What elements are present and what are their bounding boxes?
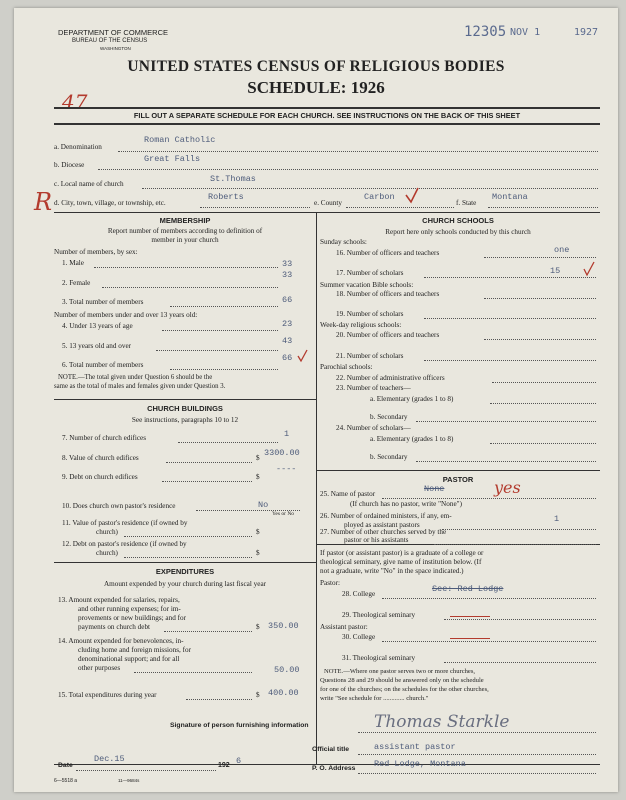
summer-schools-label: Summer vacation Bible schools: — [320, 281, 414, 289]
schools-heading: CHURCH SCHOOLS — [422, 216, 494, 225]
q14-label-b: cluding home and foreign missions, for — [78, 646, 191, 654]
date-value: Dec.15 — [94, 754, 125, 764]
q8-value-amount: 3300.00 — [264, 448, 300, 458]
state-label: f. State — [456, 199, 477, 207]
buildings-heading: CHURCH BUILDINGS — [147, 404, 223, 413]
department-name: DEPARTMENT OF COMMERCE — [58, 28, 169, 37]
membership-heading: MEMBERSHIP — [159, 216, 211, 225]
q10-residence-value: No — [258, 500, 269, 510]
q27-label-b: pastor or his assistants — [344, 536, 409, 544]
sunday-schools-label: Sunday schools: — [320, 238, 367, 246]
q14-label-d: other purposes — [78, 664, 121, 672]
q3-total-label: 3. Total number of members — [62, 298, 144, 306]
form-subtitle: SCHEDULE: 1926 — [247, 78, 385, 97]
pastor-note-2: Questions 28 and 29 should be answered only on the schedule — [320, 677, 484, 684]
q13-label-b: and other running expenses; for im- — [78, 605, 181, 613]
q11-residence-value-label-a: 11. Value of pastor's residence (if owned by — [62, 519, 188, 527]
official-title-label: Official title — [312, 746, 350, 753]
q24-label: 24. Number of scholars— — [336, 424, 411, 432]
q13-label-a: 13. Amount expended for salaries, repairs, — [58, 596, 180, 604]
q16-label: 16. Number of officers and teachers — [336, 249, 440, 257]
membership-note-2: same as the total of males and females given under Question 3. — [54, 383, 226, 390]
q4-under-13-label: 4. Under 13 years of age — [62, 322, 133, 330]
q10-residence-label: 10. Does church own pastor's residence — [62, 502, 176, 510]
check-mark-icon — [582, 260, 596, 278]
denomination-label: a. Denomination — [54, 143, 102, 151]
q12-residence-debt-label-b: church) — [96, 549, 118, 557]
expenditures-intro: Amount expended by your church during last fiscal year — [103, 580, 267, 588]
buildings-subheading: See instructions, paragraphs 10 to 12 — [131, 416, 239, 424]
q7-edifices-label: 7. Number of church edifices — [62, 434, 147, 442]
q11-residence-value-label-b: church) — [96, 528, 118, 536]
q3-total-value: 66 — [282, 295, 293, 305]
q22-label: 22. Number of administrative officers — [336, 374, 445, 382]
q4-under-13-value: 23 — [282, 319, 293, 329]
q28-label: 28. College — [342, 590, 376, 598]
q17-value: 15 — [550, 266, 561, 276]
q13-amount: 350.00 — [268, 621, 299, 631]
pastor-note-3: for one of the churches; on the schedules for the other churches, — [320, 686, 489, 693]
graduate-note-1: If pastor (or assistant pastor) is a graduate of a college or — [320, 549, 484, 557]
address-label: P. O. Address — [312, 765, 356, 772]
state-value: Montana — [492, 192, 528, 202]
q20-label: 20. Number of officers and teachers — [336, 331, 440, 339]
form-number: 6—5518 a — [54, 778, 78, 784]
q25-value: None — [424, 484, 445, 494]
diocese-value: Great Falls — [144, 154, 201, 164]
signature: Thomas Starkle — [374, 712, 510, 732]
pastor-heading: PASTOR — [442, 475, 474, 484]
q26-value: 1 — [554, 514, 560, 524]
q31-label: 31. Theological seminary — [342, 654, 416, 662]
q29-label: 29. Theological seminary — [342, 611, 416, 619]
check-mark-icon — [296, 348, 310, 364]
q24a-label: a. Elementary (grades 1 to 8) — [370, 435, 454, 443]
county-label: e. County — [314, 199, 342, 207]
city-value: Roberts — [208, 192, 244, 202]
print-number: 11—9684s — [118, 778, 140, 783]
q13-dollar: $ — [256, 623, 260, 631]
q1-male-label: 1. Male — [62, 259, 84, 267]
q19-label: 19. Number of scholars — [336, 310, 404, 318]
q14-label-c: denominational support; and for all — [78, 655, 180, 663]
receipt-stamp-date: NOV 1 — [510, 27, 541, 38]
graduate-note-2: theological seminary, give name of institution below. (If — [320, 558, 482, 566]
q21-label: 21. Number of scholars — [336, 352, 404, 360]
q16-value: one — [554, 245, 570, 255]
graduate-note-3: not a graduate, write "No" in the space indicated.) — [320, 567, 464, 575]
bureau-name: BUREAU OF THE CENSUS — [72, 38, 148, 44]
expenditures-heading: EXPENDITURES — [155, 567, 215, 576]
margin-number-47: 47 — [62, 90, 88, 114]
q12-residence-debt-label-a: 12. Debt on pastor's residence (if owned by — [62, 540, 187, 548]
pastor-note-4: write "See schedule for ............. church." — [320, 695, 429, 702]
receipt-stamp-number: 12305 — [464, 24, 507, 40]
date-label: Date — [58, 762, 73, 769]
q2-female-value: 33 — [282, 270, 293, 280]
membership-intro-2: member in your church — [151, 236, 219, 244]
q12-dollar: $ — [256, 549, 260, 557]
q18-label: 18. Number of officers and teachers — [336, 290, 440, 298]
form-title: UNITED STATES CENSUS OF RELIGIOUS BODIES — [127, 58, 505, 75]
local-name-value: St.Thomas — [210, 174, 256, 184]
q24b-label: b. Secondary — [370, 453, 408, 461]
parochial-schools-label: Parochial schools: — [320, 363, 373, 371]
members-by-sex-label: Number of members, by sex: — [54, 248, 138, 256]
q28-value: See: Red Lodge — [432, 584, 504, 594]
membership-note-1: NOTE.—The total given under Question 6 should be the — [58, 374, 213, 381]
q15-total-amount: 400.00 — [268, 688, 299, 698]
q25-label: 25. Name of pastor — [320, 490, 376, 498]
pastor-note-1: NOTE.—Where one pastor serves two or more churches, — [324, 668, 476, 675]
q2-female-label: 2. Female — [62, 279, 91, 287]
q5-13-and-over-label: 5. 13 years old and over — [62, 342, 132, 350]
q17-label: 17. Number of scholars — [336, 269, 404, 277]
year-prefix: 192 — [218, 762, 230, 769]
signature-label: Signature of person furnishing information — [170, 722, 309, 729]
membership-intro-1: Report number of members according to definition of — [107, 227, 263, 235]
schools-intro: Report here only schools conducted by this church — [385, 228, 531, 236]
q9-dollar: $ — [256, 473, 260, 481]
q8-value-label: 8. Value of church edifices — [62, 454, 139, 462]
receipt-stamp-year: 1927 — [574, 27, 599, 38]
q27-label-a: 27. Number of other churches served by the — [320, 528, 447, 536]
q15-dollar: $ — [256, 691, 260, 699]
address-value: Red Lodge, Montana — [374, 759, 466, 769]
q30-label: 30. College — [342, 633, 376, 641]
weekday-schools-label: Week-day religious schools: — [320, 321, 402, 329]
q14-label-a: 14. Amount expended for benevolences, in- — [58, 637, 184, 645]
q8-dollar: $ — [256, 454, 260, 462]
year-digit: 6 — [236, 756, 242, 766]
q23b-label: b. Secondary — [370, 413, 408, 421]
q25-note: (If church has no pastor, write "None") — [350, 500, 462, 508]
q6-total-value: 66 — [282, 353, 293, 363]
margin-mark-r: R — [34, 188, 53, 216]
q6-total-label: 6. Total number of members — [62, 361, 144, 369]
q25-handwritten: yes — [494, 478, 521, 497]
assistant-pastor-label: Assistant pastor: — [320, 623, 368, 631]
check-mark-icon — [404, 186, 420, 206]
diocese-label: b. Diocese — [54, 161, 85, 169]
q7-edifices-value: 1 — [284, 429, 290, 439]
official-title-value: assistant pastor — [374, 742, 456, 752]
county-value: Carbon — [364, 192, 395, 202]
q1-male-value: 33 — [282, 259, 293, 269]
members-by-age-label: Number of members under and over 13 years old: — [54, 311, 198, 319]
city-label: d. City, town, village, or township, etc. — [54, 199, 166, 207]
q14-amount: 50.00 — [274, 665, 300, 675]
denomination-value: Roman Catholic — [144, 135, 216, 145]
form-instruction: FILL OUT A SEPARATE SCHEDULE FOR EACH CHURCH. SEE INSTRUCTIONS ON THE BACK OF THIS SHEET — [133, 111, 521, 120]
q11-dollar: $ — [256, 528, 260, 536]
q15-total-label: 15. Total expenditures during year — [58, 691, 157, 699]
q13-label-d: payments on church debt — [78, 623, 151, 631]
q23-label: 23. Number of teachers— — [336, 384, 411, 392]
census-schedule-sheet — [14, 8, 618, 792]
yes-or-no-hint: Yes or No — [272, 511, 295, 517]
q23a-label: a. Elementary (grades 1 to 8) — [370, 395, 454, 403]
q9-debt-value: ---- — [276, 464, 297, 474]
q9-debt-label: 9. Debt on church edifices — [62, 473, 138, 481]
q13-label-c: provements or new buildings; and for — [78, 614, 186, 622]
q5-13-and-over-value: 43 — [282, 336, 293, 346]
bureau-city: WASHINGTON — [100, 46, 131, 51]
q26-label-b: ployed as assistant pastors — [344, 521, 420, 529]
q26-label-a: 26. Number of ordained ministers, if any, em- — [320, 512, 452, 520]
local-name-label: c. Local name of church — [54, 180, 124, 188]
pastor-sub-label: Pastor: — [320, 579, 340, 587]
